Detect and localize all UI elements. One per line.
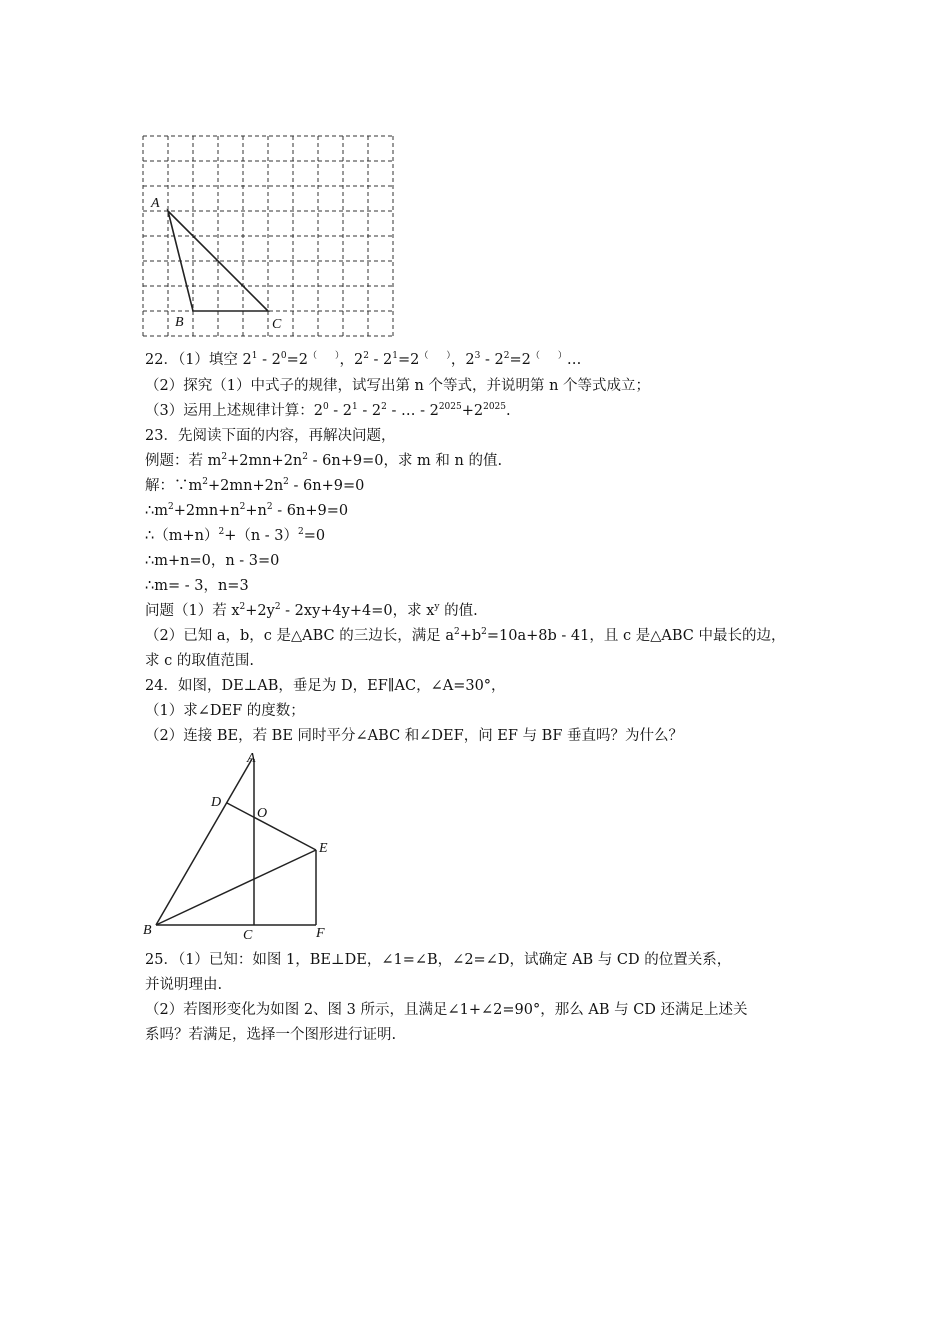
label-e: E bbox=[319, 841, 328, 856]
q23-line1: 23．先阅读下面的内容，再解决问题， bbox=[145, 428, 396, 444]
segment-be bbox=[156, 850, 316, 925]
q25-line1: 25．（1）已知：如图 1，BE⊥DE，∠1=∠B，∠2=∠D，试确定 AB 与 CD 的位置关系， bbox=[145, 952, 732, 968]
q23-line2: 例题：若 $m^2+2mn+2n^2 - 6n+9=0$，求 m 和 n 的值. bbox=[145, 452, 503, 469]
q22-line3: （3）运用上述规律计算：$2^0 - 2^1 - 2^2$ - … - $2^{2025}+2^{2025}$. bbox=[145, 402, 511, 419]
q23-line9: （2）已知 a，b，c 是△ABC 的三边长，满足 $a^2+b^2=10a+8b - 41$，且 c 是△ABC 中最长的边， bbox=[145, 627, 786, 644]
label-d: D bbox=[211, 795, 222, 810]
triangle-abc bbox=[168, 211, 268, 311]
q23-line3: 解：$\because m^2+2mn+2n^2 - 6n+9=0$ bbox=[145, 477, 365, 494]
q25-line3: （2）若图形变化为如图 2、图 3 所示，且满足∠1+∠2=90°，那么 AB 与 CD 还满足上述关 bbox=[145, 1002, 748, 1018]
q24-line3: （2）连接 BE，若 BE 同时平分∠ABC 和∠DEF，问 EF 与 BF 垂直吗？为什么？ bbox=[145, 728, 683, 744]
q23-line5: $\therefore(m+n)^2+(n - 3)^2=0$ bbox=[145, 527, 326, 544]
q23-line7: ∴m= - 3，n=3 bbox=[145, 578, 249, 594]
q24-line2: （1）求∠DEF 的度数； bbox=[145, 703, 305, 719]
q23-line10: 求 c 的取值范围. bbox=[145, 653, 254, 669]
q25-line2: 并说明理由. bbox=[145, 977, 223, 993]
q24-line1: 24．如图，DE⊥AB，垂足为 D，EF∥AC，∠A=30°， bbox=[145, 678, 506, 694]
q22-line2: （2）探究（1）中式子的规律，试写出第 n 个等式，并说明第 n 个等式成立； bbox=[145, 378, 651, 394]
grid-lines bbox=[143, 136, 393, 336]
label-f: F bbox=[316, 926, 325, 941]
label-a: A bbox=[151, 196, 160, 211]
geometry-figure-q24 bbox=[138, 748, 338, 944]
q23-line4: $\therefore m^2+2mn+n^2+n^2 - 6n+9=0$ bbox=[145, 502, 349, 519]
label-c: C bbox=[243, 928, 253, 943]
label-o: O bbox=[257, 806, 268, 821]
label-c: C bbox=[272, 317, 282, 332]
q23-line6: ∴m+n=0，n - 3=0 bbox=[145, 553, 280, 569]
grid-triangle-figure bbox=[138, 130, 400, 342]
label-b: B bbox=[175, 315, 184, 330]
label-a: A bbox=[247, 751, 256, 766]
q25-line4: 系吗？若满足，选择一个图形进行证明. bbox=[145, 1027, 397, 1043]
segment-de bbox=[227, 803, 316, 850]
segment-ba bbox=[156, 759, 252, 925]
label-b: B bbox=[143, 923, 152, 938]
q22-line1: 22．（1）填空 $2^1 - 2^0=2^{( )}$，$2^2 - 2^1=2^{( )}$，$2^3$ - $2^2=2^{( )}\dots$ bbox=[145, 351, 582, 368]
q23-line8: 问题（1）若 $x^2+2y^2 - 2xy+4y+4=0$，求 $x^y$ 的值. bbox=[145, 602, 478, 619]
